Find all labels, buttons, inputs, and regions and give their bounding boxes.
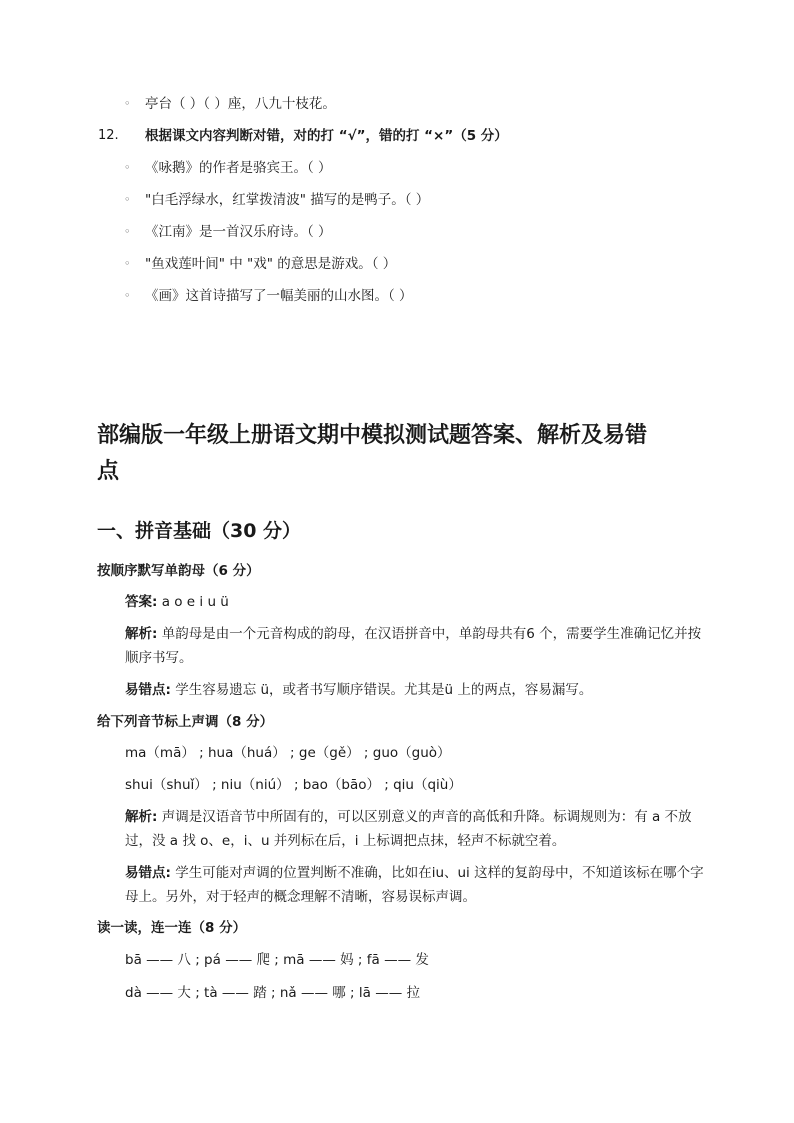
list-item: 亭台（ ）（ ）座，八九十枝花。 — [145, 96, 336, 112]
analysis-label: 解析: — [125, 626, 158, 642]
mistake-text: 学生容易遗忘 ü，或者书写顺序错误。尤其是ü 上的两点，容易漏写。 — [170, 682, 593, 698]
syllable-row: ma（mā） ; hua（huá） ; ge（gě） ; guo（guò） — [125, 745, 451, 761]
document-title-continued: 点 — [97, 459, 120, 484]
matching-row: dà —— 大 ; tà —— 踏 ; nǎ —— 哪 ; lā —— 拉 — [125, 985, 420, 1001]
analysis-paragraph — [125, 805, 705, 853]
mistake-text: 学生可能对声调的位置判断不准确，比如在iu、ui 这样的复韵母中，不知道该标在哪个字母上。另外，对于轻声的概念理解不清晰，容易误标声调。 — [125, 865, 704, 905]
document-title: 部编版一年级上册语文期中模拟测试题答案、解析及易错 — [97, 423, 648, 448]
list-item: "鱼戏莲叶间" 中 "戏" 的意思是游戏。（ ） — [145, 256, 397, 272]
analysis-text: 单韵母是由一个元音构成的韵母，在汉语拼音中，单韵母共有6 个，需要学生准确记忆并按顺序书写。 — [125, 626, 702, 666]
matching-row: bā —— 八 ; pá —— 爬 ; mā —— 妈 ; fā —— 发 — [125, 952, 429, 968]
part-heading: 按顺序默写单韵母（6 分） — [97, 563, 260, 579]
answer-label: 答案: — [125, 594, 158, 610]
part-heading: 给下列音节标上声调（8 分） — [97, 714, 274, 730]
list-item: 《江南》是一首汉乐府诗。（ ） — [145, 224, 332, 240]
mistake-paragraph — [125, 861, 705, 909]
bullet-icon: ◦ — [124, 193, 131, 206]
answer-paragraph — [125, 590, 705, 614]
mistake-label: 易错点: — [125, 865, 171, 881]
analysis-label: 解析: — [125, 809, 158, 825]
bullet-icon: ◦ — [124, 97, 131, 110]
bullet-icon: ◦ — [124, 257, 131, 270]
list-item: 《画》这首诗描写了一幅美丽的山水图。（ ） — [145, 288, 413, 304]
analysis-paragraph — [125, 622, 705, 670]
section-heading: 一、拼音基础（30 分） — [97, 520, 302, 542]
mistake-label: 易错点: — [125, 682, 171, 698]
list-item: "白毛浮绿水，红掌拨清波" 描写的是鸭子。（ ） — [145, 192, 430, 208]
question-text: 根据课文内容判断对错，对的打 “√”，错的打 “×”（5 分） — [145, 128, 508, 144]
bullet-icon: ◦ — [124, 161, 131, 174]
analysis-text: 声调是汉语音节中所固有的，可以区别意义的声音的高低和升降。标调规则为：有 a 不放过，没 a 找 o、e，i、u 并列标在后，i 上标调把点抹，轻声不标就空着。 — [125, 809, 692, 849]
list-item: 《咏鹅》的作者是骆宾王。（ ） — [145, 160, 332, 176]
answer-text: a o e i u ü — [157, 594, 229, 610]
syllable-row: shui（shuǐ） ; niu（niú） ; bao（bāo） ; qiu（qiù） — [125, 777, 462, 793]
question-number: 12. — [98, 128, 119, 143]
bullet-icon: ◦ — [124, 289, 131, 302]
bullet-icon: ◦ — [124, 225, 131, 238]
part-heading: 读一读，连一连（8 分） — [97, 920, 247, 936]
mistake-paragraph — [125, 678, 705, 702]
